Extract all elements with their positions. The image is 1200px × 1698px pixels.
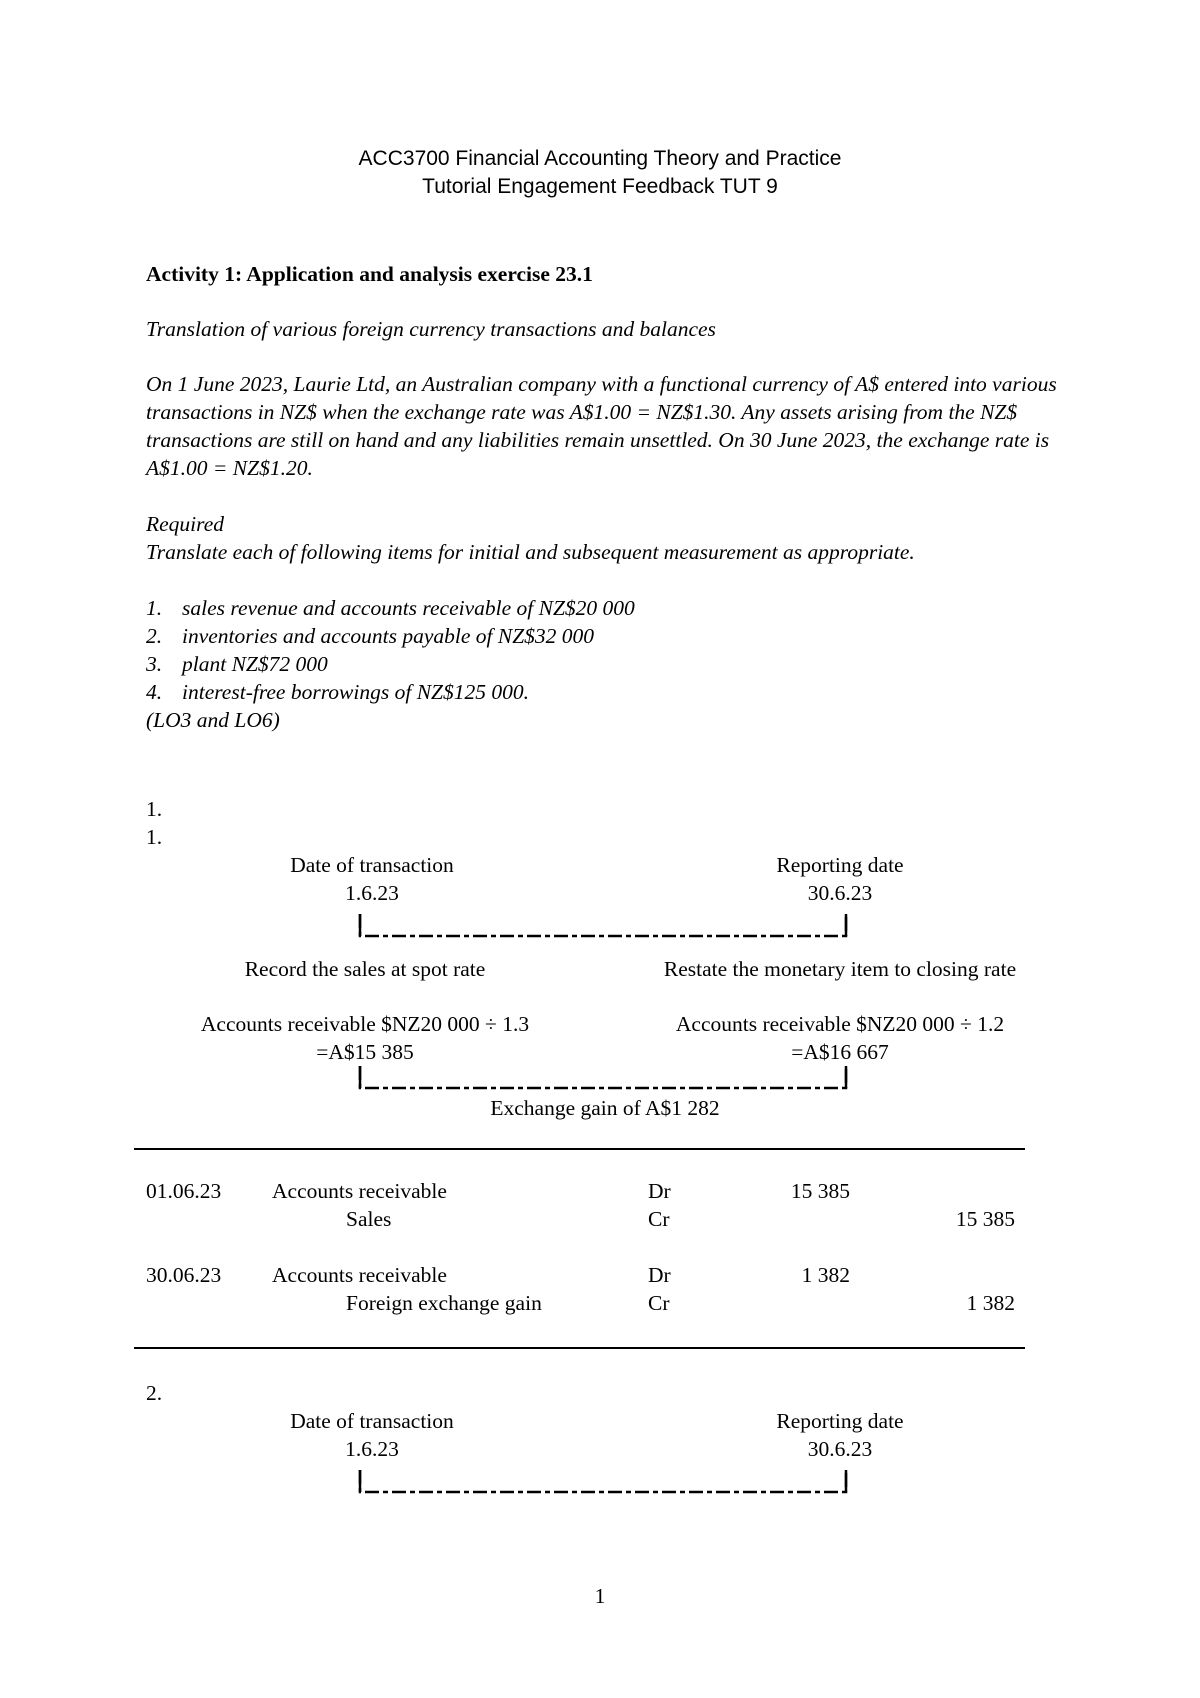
journal-credit: 1 382 (966, 1291, 1015, 1315)
required-item-text: sales revenue and accounts receivable of NZ$20 000 (182, 596, 635, 620)
required-item-text: inventories and accounts payable of NZ$32 000 (182, 624, 595, 648)
left-caption: Record the sales at spot rate (244, 957, 486, 981)
left-calculation: Accounts receivable $NZ20 000 ÷ 1.3 (200, 1012, 530, 1036)
right-caption: Restate the monetary item to closing rate (663, 957, 1017, 981)
exchange-gain-label: Exchange gain of A$1 282 (490, 1096, 720, 1120)
journal-debit: 15 385 (790, 1179, 850, 1203)
required-item-number: 3. (146, 652, 163, 676)
journal-drcr: Dr (648, 1179, 671, 1203)
required-item-text: plant NZ$72 000 (182, 652, 328, 676)
solution-number: 1. (146, 825, 163, 849)
learning-outcomes: (LO3 and LO6) (146, 708, 280, 732)
left-result: =A$15 385 (316, 1040, 414, 1064)
required-item-number: 2. (146, 624, 163, 648)
required-item-number: 4. (146, 680, 163, 704)
activity-heading: Activity 1: Application and analysis exercise 23.1 (146, 262, 593, 286)
solution-number: 2. (146, 1381, 163, 1405)
date-of-transaction-label: Date of transaction (290, 853, 454, 877)
reporting-date-label: Reporting date (776, 1409, 904, 1433)
journal-drcr: Dr (648, 1263, 671, 1287)
journal-date: 01.06.23 (146, 1179, 222, 1203)
activity-subtitle: Translation of various foreign currency transactions and balances (146, 317, 716, 341)
journal-date: 30.06.23 (146, 1263, 222, 1287)
right-result: =A$16 667 (791, 1040, 889, 1064)
journal-drcr: Cr (648, 1291, 670, 1315)
page-number: 1 (594, 1584, 606, 1608)
journal-credit: 15 385 (955, 1207, 1015, 1231)
timeline-bracket (358, 914, 850, 940)
section-rule (134, 1347, 1025, 1349)
required-item-text: interest-free borrowings of NZ$125 000. (182, 680, 529, 704)
document-subtitle: Tutorial Engagement Feedback TUT 9 (422, 175, 778, 198)
solution-number: 1. (146, 797, 163, 821)
date-of-transaction: 1.6.23 (345, 881, 399, 905)
section-rule (134, 1148, 1025, 1150)
reporting-date: 30.6.23 (807, 881, 873, 905)
reporting-date: 30.6.23 (807, 1437, 873, 1461)
journal-drcr: Cr (648, 1207, 670, 1231)
reporting-date-label: Reporting date (776, 853, 904, 877)
scenario-paragraph: On 1 June 2023, Laurie Ltd, an Australian company with a functional currency of A$ entered into various transactions in NZ$ when the exchange rate was A$1.00 = NZ$1.30. Any assets arising from the NZ$ transactions are still on hand and any liabilities remain unsettled. On 30 June 2023, the exchange rate is A$1.00 = NZ$1.20. (146, 372, 1057, 480)
timeline-bracket (358, 1066, 850, 1092)
journal-account: Foreign exchange gain (346, 1291, 542, 1315)
journal-debit: 1 382 (801, 1263, 850, 1287)
right-calculation: Accounts receivable $NZ20 000 ÷ 1.2 (675, 1012, 1005, 1036)
journal-account: Sales (346, 1207, 392, 1231)
date-of-transaction: 1.6.23 (345, 1437, 399, 1461)
journal-account: Accounts receivable (272, 1179, 447, 1203)
required-text: Translate each of following items for initial and subsequent measurement as appropriate. (146, 540, 915, 564)
required-label: Required (146, 512, 225, 536)
document-title: ACC3700 Financial Accounting Theory and Practice (358, 147, 842, 170)
journal-account: Accounts receivable (272, 1263, 447, 1287)
timeline-bracket (358, 1470, 850, 1496)
required-item-number: 1. (146, 596, 163, 620)
date-of-transaction-label: Date of transaction (290, 1409, 454, 1433)
